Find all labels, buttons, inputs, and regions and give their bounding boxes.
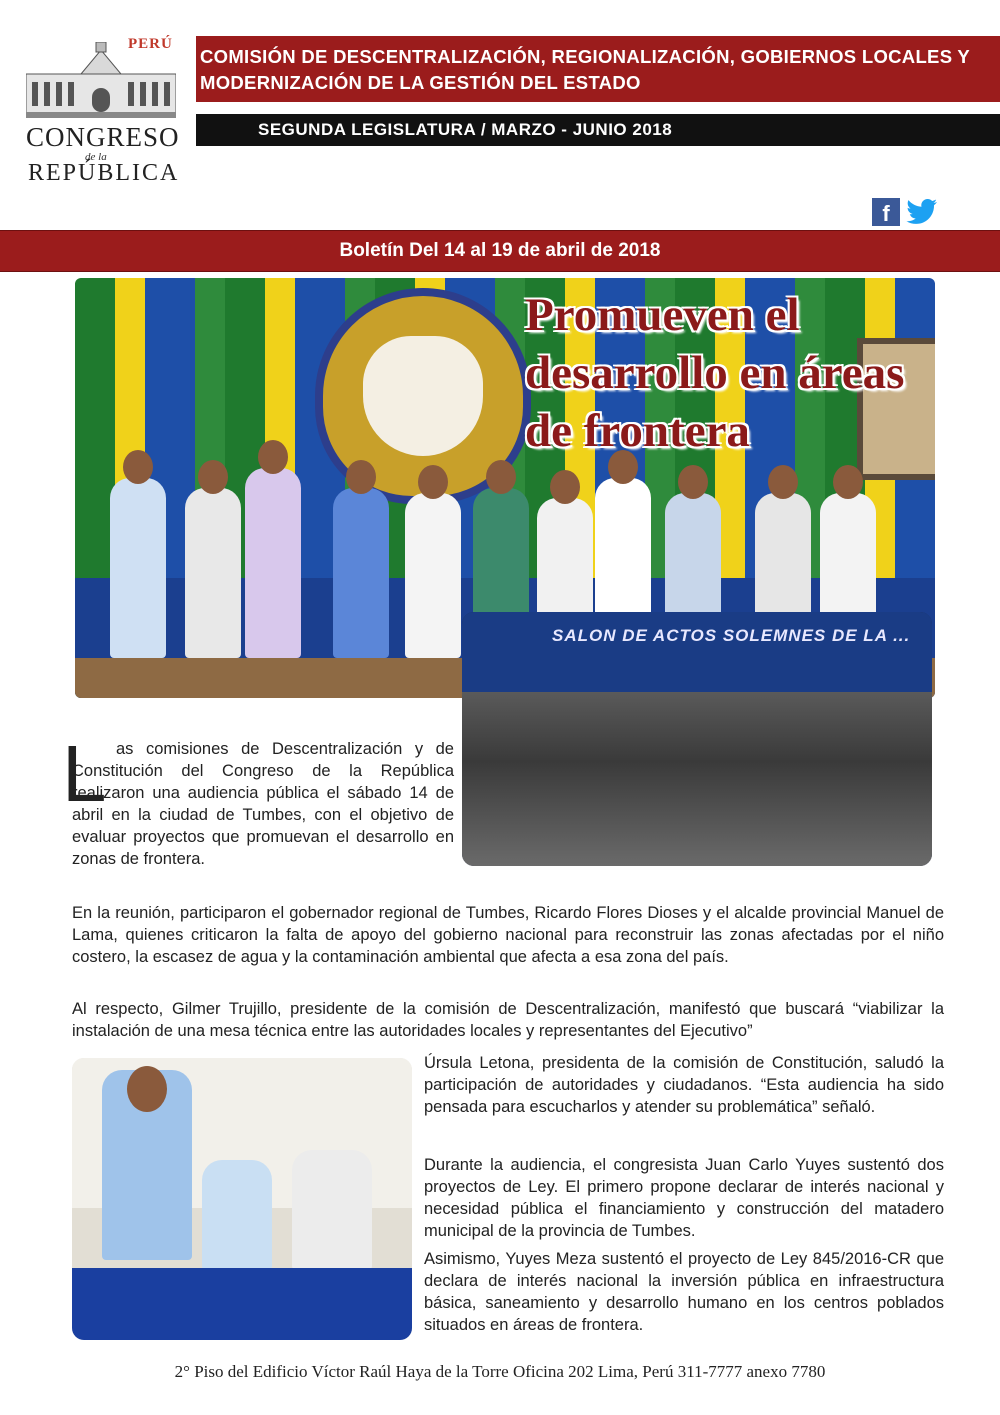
legislatura-label: SEGUNDA LEGISLATURA / MARZO - JUNIO 2018 <box>258 120 673 139</box>
attendee-head <box>678 465 708 499</box>
congreso-logo <box>0 36 196 196</box>
logo-republica-text: REPÚBLICA <box>28 160 180 186</box>
dropcap-letter: L <box>62 729 107 818</box>
logo-congreso-text: CONGRESO <box>26 122 180 152</box>
paragraph-4: Úrsula Letona, presidenta de la comisión de Constitución, saludó la participación de autoridades y ciudadanos. “Esta audiencia ha sido pensada para escucharlos y atender su problemática” señaló. <box>424 1054 944 1116</box>
attendee-figure <box>185 488 241 658</box>
social-links <box>872 198 938 226</box>
paragraph-5: Durante la audiencia, el congresista Juan Carlo Yuyes sustentó dos proyectos de Ley. El primero propone declarar de interés nacional y necesidad pública el financiamiento y construcción del matadero municipal de la provincia de Tumbes. <box>424 1156 944 1240</box>
attendee-head <box>346 460 376 494</box>
congress-building-icon <box>26 42 176 120</box>
audience-crowd <box>462 692 932 866</box>
logo-country: PERÚ <box>128 36 173 52</box>
attendee-head <box>486 460 516 494</box>
twitter-icon[interactable] <box>906 198 938 226</box>
article-headline: Promueven el desarrollo en áreas de frontera <box>525 289 905 457</box>
attendee-head <box>418 465 448 499</box>
audience-photo <box>462 612 932 866</box>
paragraph-6: Asimismo, Yuyes Meza sustentó el proyecto de Ley 845/2016-CR que declara de interés nacional la inversión pública en infraestructura básica, saneamiento y desarrollo humano en los centros poblados situados en áreas de frontera. <box>424 1250 944 1334</box>
attendee-figure <box>333 488 389 658</box>
bulletin-date: Boletín Del 14 al 19 de abril de 2018 <box>339 240 661 261</box>
attendee-head <box>123 450 153 484</box>
hall-sign <box>462 612 932 692</box>
speaker-photo <box>72 1058 412 1340</box>
attendee-head <box>550 470 580 504</box>
attendee-figure <box>245 468 301 658</box>
attendee-figure <box>405 493 461 658</box>
facebook-icon[interactable]: f <box>872 198 900 226</box>
attendee-head <box>258 440 288 474</box>
attendee-figure <box>110 478 166 658</box>
paragraph-3: Al respecto, Gilmer Trujillo, presidente de la comisión de Descentralización, manifestó que buscará “viabilizar la instalación de una mesa técnica entre las autoridades locales y representantes del Ejecutivo” <box>72 1000 944 1040</box>
paragraph-intro <box>72 738 454 870</box>
attendee-head <box>768 465 798 499</box>
attendee-figure <box>202 1160 272 1270</box>
attendee-figure <box>292 1150 372 1270</box>
attendee-head <box>198 460 228 494</box>
attendee-head <box>833 465 863 499</box>
commission-title: COMISIÓN DE DESCENTRALIZACIÓN, REGIONALIZACIÓN, GOBIERNOS LOCALES Y MODERNIZACIÓN DE LA GESTIÓN DEL ESTADO <box>200 46 970 93</box>
table-cloth <box>72 1268 412 1340</box>
footer-address: 2° Piso del Edificio Víctor Raúl Haya de la Torre Oficina 202 Lima, Perú 311-7777 anexo 7780 <box>174 1362 826 1381</box>
speaker-head <box>127 1066 167 1112</box>
hall-sign-text: SALON DE ACTOS SOLEMNES DE LA ... <box>552 626 911 645</box>
paragraph-2: En la reunión, participaron el gobernador regional de Tumbes, Ricardo Flores Dioses y el alcalde provincial Manuel de Lama, quienes criticaron la falta de apoyo del gobierno nacional para reconstruir las zonas afectadas por el niño costero, la escasez de agua y la contaminación ambiental que afecta a esa zona del país. <box>72 904 944 966</box>
logo-dela-text: de la <box>85 151 107 163</box>
paragraph-intro-text: as comisiones de Descentralización y de Constitución del Congreso de la República realizaron una audiencia pública el sábado 14 de abril en la ciudad de Tumbes, con el objetivo de evaluar proyectos que promuevan el desarrollo en zonas de frontera. <box>72 740 454 868</box>
